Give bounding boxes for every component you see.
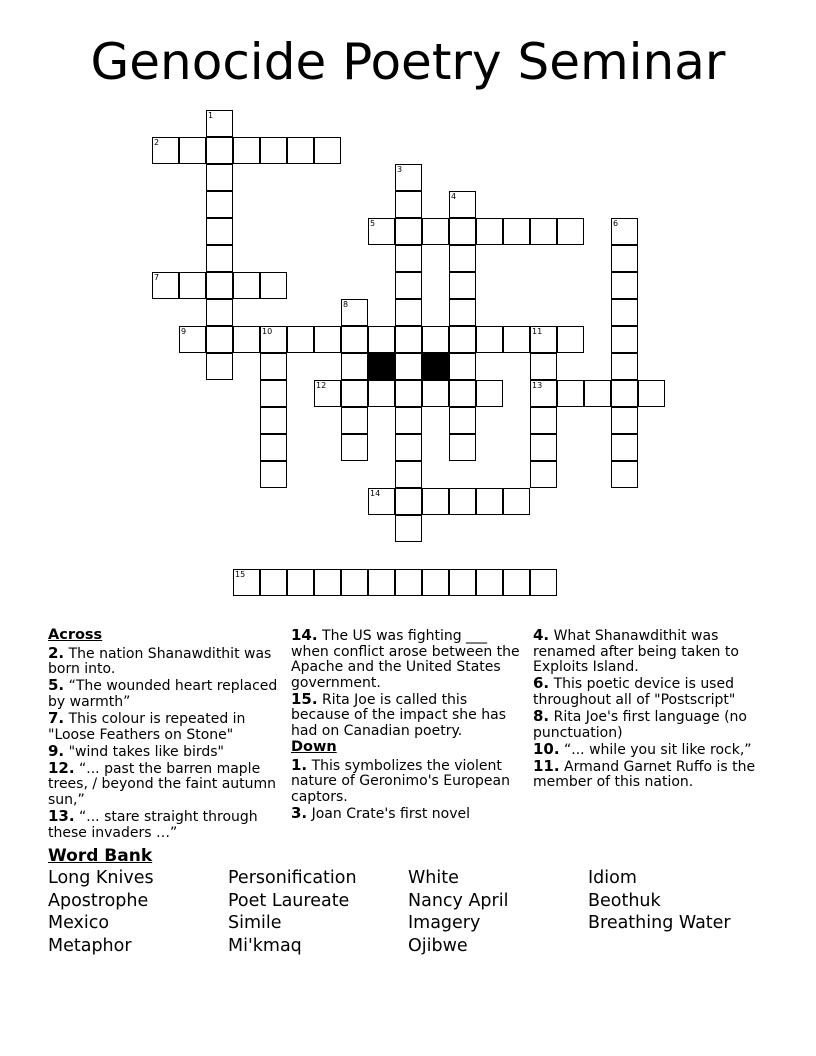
grid-cell[interactable] xyxy=(395,488,422,515)
grid-cell[interactable] xyxy=(530,353,557,380)
grid-cell[interactable] xyxy=(557,326,584,353)
grid-cell[interactable] xyxy=(422,380,449,407)
grid-cell[interactable] xyxy=(260,137,287,164)
grid-cell[interactable] xyxy=(449,326,476,353)
grid-cell[interactable] xyxy=(233,326,260,353)
grid-cell[interactable] xyxy=(503,569,530,596)
grid-cell[interactable] xyxy=(395,218,422,245)
clue-across-9: 9. "wind takes like birds" xyxy=(48,741,224,760)
grid-cell[interactable] xyxy=(368,380,395,407)
grid-cell[interactable] xyxy=(206,191,233,218)
grid-cell[interactable] xyxy=(530,569,557,596)
grid-cell[interactable] xyxy=(314,326,341,353)
grid-cell[interactable] xyxy=(341,434,368,461)
grid-cell[interactable] xyxy=(341,299,368,326)
grid-cell[interactable] xyxy=(368,326,395,353)
grid-cell[interactable] xyxy=(584,380,611,407)
grid-cell[interactable] xyxy=(368,569,395,596)
clue-number: 12 xyxy=(316,381,327,390)
grid-cell[interactable] xyxy=(503,326,530,353)
grid-cell[interactable] xyxy=(395,299,422,326)
grid-cell[interactable] xyxy=(530,407,557,434)
grid-cell[interactable] xyxy=(314,137,341,164)
grid-cell[interactable] xyxy=(611,326,638,353)
word-bank-item: Idiom xyxy=(588,868,637,888)
grid-cell[interactable] xyxy=(260,434,287,461)
clue-number: 10 xyxy=(262,327,273,336)
grid-cell[interactable] xyxy=(422,218,449,245)
clue-down-3: 3. Joan Crate's first novel xyxy=(291,804,471,823)
grid-cell[interactable] xyxy=(449,353,476,380)
grid-cell[interactable] xyxy=(557,218,584,245)
word-bank-item: Simile xyxy=(228,913,282,934)
black-square xyxy=(422,353,449,380)
grid-cell[interactable] xyxy=(206,164,233,191)
grid-cell[interactable] xyxy=(530,326,557,353)
grid-cell[interactable] xyxy=(179,272,206,299)
grid-cell[interactable] xyxy=(287,326,314,353)
clue-number: 1 xyxy=(208,111,214,120)
word-bank-item: Nancy April xyxy=(408,890,509,911)
word-bank-item: Beothuk xyxy=(588,890,661,911)
word-bank-item: Ojibwe xyxy=(408,935,468,956)
grid-cell[interactable] xyxy=(395,326,422,353)
grid-cell[interactable] xyxy=(449,299,476,326)
grid-cell[interactable] xyxy=(395,272,422,299)
grid-cell[interactable] xyxy=(611,299,638,326)
grid-cell[interactable] xyxy=(638,380,665,407)
clues-column-3 xyxy=(533,628,769,791)
clue-across-12: 12. “... past the barren maple trees, / beyond the faint autumn sun,” xyxy=(48,758,277,808)
word-bank-item: Apostrophe xyxy=(48,890,149,911)
grid-cell[interactable] xyxy=(476,488,503,515)
grid-cell[interactable] xyxy=(449,191,476,218)
grid-cell[interactable] xyxy=(503,218,530,245)
grid-cell[interactable] xyxy=(179,137,206,164)
grid-cell[interactable] xyxy=(449,569,476,596)
grid-cell[interactable] xyxy=(611,407,638,434)
word-bank-item: Long Knives xyxy=(48,868,154,888)
grid-cell[interactable] xyxy=(233,569,260,596)
clue-across-15: 15. Rita Joe is called this because of the impact she has had on Canadian poetry. xyxy=(291,689,506,740)
grid-cell[interactable] xyxy=(422,488,449,515)
grid-cell[interactable] xyxy=(395,353,422,380)
grid-cell[interactable] xyxy=(341,569,368,596)
grid-cell[interactable] xyxy=(395,434,422,461)
grid-cell[interactable] xyxy=(206,245,233,272)
grid-cell[interactable] xyxy=(152,272,179,299)
clue-down-11: 11. Armand Garnet Ruffo is the member of this nation. xyxy=(533,756,756,791)
grid-cell[interactable] xyxy=(179,326,206,353)
clue-number: 8 xyxy=(343,300,349,309)
grid-cell[interactable] xyxy=(395,245,422,272)
clue-number: 14 xyxy=(370,489,381,498)
grid-cell[interactable] xyxy=(395,407,422,434)
grid-cell[interactable] xyxy=(449,272,476,299)
grid-cell[interactable] xyxy=(314,380,341,407)
grid-cell[interactable] xyxy=(611,218,638,245)
clues-column-1 xyxy=(48,628,280,842)
clue-number: 9 xyxy=(181,327,187,336)
clue-down-4: 4. What Shanawdithit was renamed after being taken to Exploits Island. xyxy=(533,626,739,676)
grid-cell[interactable] xyxy=(611,245,638,272)
grid-cell[interactable] xyxy=(611,461,638,488)
word-bank-item: Poet Laureate xyxy=(228,890,350,911)
grid-cell[interactable] xyxy=(395,191,422,218)
grid-cell[interactable] xyxy=(530,461,557,488)
grid-cell[interactable] xyxy=(260,461,287,488)
grid-cell[interactable] xyxy=(449,245,476,272)
grid-cell[interactable] xyxy=(422,326,449,353)
clue-across-13: 13. “... stare straight through these invaders …” xyxy=(48,807,258,841)
down-heading: Down xyxy=(291,739,337,756)
clue-number: 15 xyxy=(235,570,246,579)
grid-cell[interactable] xyxy=(530,434,557,461)
word-bank-item: Imagery xyxy=(408,913,481,934)
word-bank-item: White xyxy=(408,868,459,888)
clues-column-2 xyxy=(291,628,525,823)
grid-cell[interactable] xyxy=(611,380,638,407)
clue-number: 2 xyxy=(154,138,160,147)
grid-cell[interactable] xyxy=(368,218,395,245)
grid-cell[interactable] xyxy=(206,326,233,353)
grid-cell[interactable] xyxy=(233,137,260,164)
grid-cell[interactable] xyxy=(206,218,233,245)
grid-cell[interactable] xyxy=(476,380,503,407)
grid-cell[interactable] xyxy=(530,218,557,245)
clue-number: 3 xyxy=(397,165,403,174)
word-bank-column-4 xyxy=(588,867,731,935)
clue-number: 5 xyxy=(370,219,376,228)
word-bank-column-1 xyxy=(48,867,154,957)
grid-cell[interactable] xyxy=(206,299,233,326)
grid-cell[interactable] xyxy=(368,488,395,515)
grid-cell[interactable] xyxy=(422,569,449,596)
grid-cell[interactable] xyxy=(449,488,476,515)
grid-cell[interactable] xyxy=(206,137,233,164)
grid-cell[interactable] xyxy=(341,407,368,434)
clue-across-14: 14. The US was fighting ___ when conflict arose between the Apache and the United States government. xyxy=(291,626,520,691)
clue-across-2: 2. The nation Shanawdithit was born into. xyxy=(48,643,272,678)
grid-cell[interactable] xyxy=(503,488,530,515)
grid-cell[interactable] xyxy=(341,353,368,380)
grid-cell[interactable] xyxy=(476,218,503,245)
clue-number: 13 xyxy=(532,381,543,390)
grid-cell[interactable] xyxy=(260,272,287,299)
grid-cell[interactable] xyxy=(314,569,341,596)
grid-cell[interactable] xyxy=(206,353,233,380)
grid-cell[interactable] xyxy=(476,326,503,353)
word-bank-column-2 xyxy=(228,867,357,957)
clue-number: 7 xyxy=(154,273,160,282)
grid-cell[interactable] xyxy=(449,407,476,434)
grid-cell[interactable] xyxy=(395,461,422,488)
grid-cell[interactable] xyxy=(611,353,638,380)
word-bank-column-3 xyxy=(408,867,508,957)
grid-cell[interactable] xyxy=(395,569,422,596)
grid-cell[interactable] xyxy=(260,326,287,353)
word-bank-item: Mexico xyxy=(48,913,110,934)
clue-number: 11 xyxy=(532,327,543,336)
clue-down-1: 1. This symbolizes the violent nature of Geronimo's European captors. xyxy=(291,755,510,805)
grid-cell[interactable] xyxy=(611,272,638,299)
grid-cell[interactable] xyxy=(395,164,422,191)
word-bank-heading: Word Bank xyxy=(48,846,153,866)
clue-down-6: 6. This poetic device is used throughout all of "Postscript" xyxy=(533,674,736,708)
clue-across-7: 7. This colour is repeated in "Loose Feathers on Stone" xyxy=(48,708,246,743)
grid-cell[interactable] xyxy=(152,137,179,164)
clue-down-8: 8. Rita Joe's first language (no punctuation) xyxy=(533,706,747,741)
grid-cell[interactable] xyxy=(287,569,314,596)
grid-cell[interactable] xyxy=(395,380,422,407)
grid-cell[interactable] xyxy=(260,407,287,434)
black-square xyxy=(368,353,395,380)
grid-cell[interactable] xyxy=(206,272,233,299)
grid-cell[interactable] xyxy=(557,380,584,407)
grid-cell[interactable] xyxy=(611,434,638,461)
word-bank-item: Metaphor xyxy=(48,935,132,956)
across-heading: Across xyxy=(48,627,103,643)
grid-cell[interactable] xyxy=(341,380,368,407)
clue-down-10: 10. “... while you sit like rock,” xyxy=(533,739,752,758)
grid-cell[interactable] xyxy=(287,137,314,164)
page-title: Genocide Poetry Seminar xyxy=(90,33,726,91)
grid-cell[interactable] xyxy=(341,326,368,353)
grid-cell[interactable] xyxy=(260,353,287,380)
grid-cell[interactable] xyxy=(449,434,476,461)
grid-cell[interactable] xyxy=(530,380,557,407)
word-bank-item: Breathing Water xyxy=(588,913,731,934)
grid-cell[interactable] xyxy=(233,272,260,299)
word-bank-item: Mi'kmaq xyxy=(228,935,302,956)
clue-number: 4 xyxy=(451,192,457,201)
grid-cell[interactable] xyxy=(395,515,422,542)
grid-cell[interactable] xyxy=(449,218,476,245)
grid-cell[interactable] xyxy=(476,569,503,596)
clue-number: 6 xyxy=(613,219,619,228)
grid-cell[interactable] xyxy=(206,110,233,137)
word-bank-item: Personification xyxy=(228,868,357,888)
grid-cell[interactable] xyxy=(449,380,476,407)
grid-cell[interactable] xyxy=(260,569,287,596)
clue-across-5: 5. “The wounded heart replaced by warmth” xyxy=(48,676,278,710)
grid-cell[interactable] xyxy=(260,380,287,407)
